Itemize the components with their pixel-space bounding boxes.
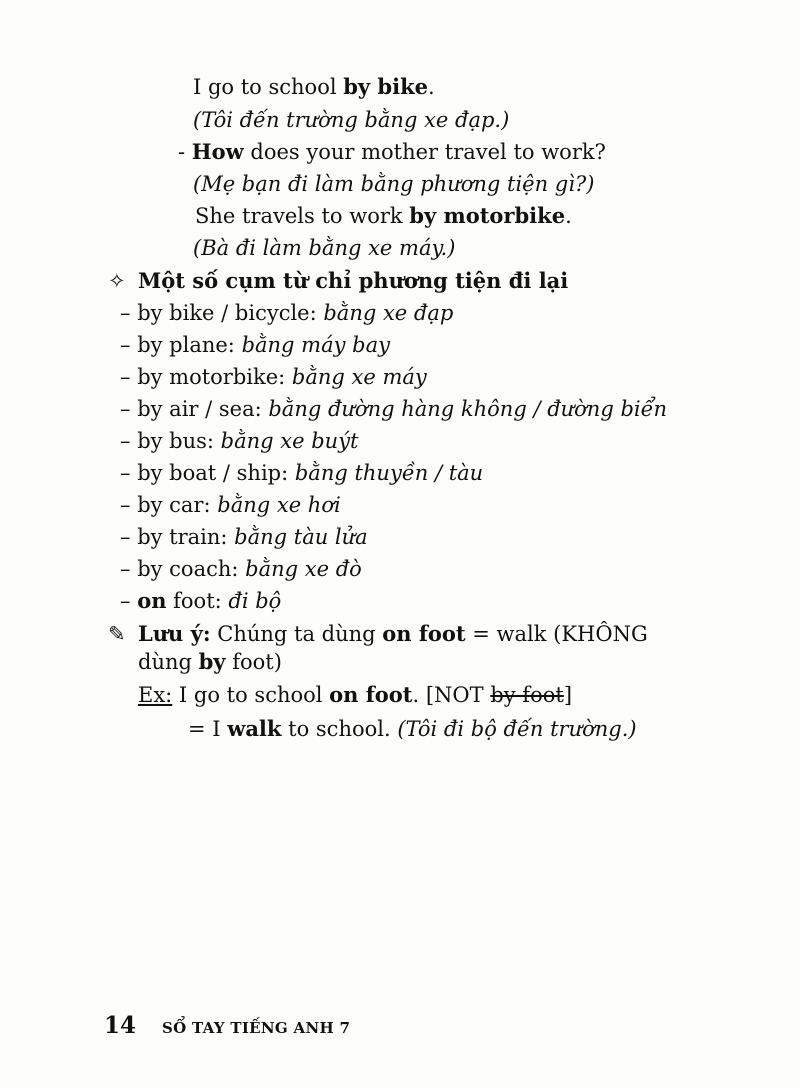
list-item: – by air / sea: bằng đường hàng không / đường biển (120, 397, 668, 421)
list-item: – by plane: bằng máy bay (120, 333, 390, 357)
list-item: – by coach: bằng xe đò (120, 557, 362, 581)
list-item: – by bike / bicycle: bằng xe đạp (120, 301, 454, 325)
list-item: – on foot: đi bộ (120, 588, 282, 613)
example-translation-2: (Mẹ bạn đi làm bằng phương tiện gì?) (193, 172, 595, 196)
list-item: – by train: bằng tàu lửa (120, 525, 368, 549)
example-translation-3: (Bà đi làm bằng xe máy.) (193, 236, 456, 260)
pointing-hand-icon: ✎ (108, 622, 126, 646)
list-item: – by bus: bằng xe buýt (120, 429, 359, 453)
section-heading (108, 267, 568, 295)
page-footer (104, 1012, 350, 1039)
page-number: 14 (104, 1012, 137, 1039)
note-line-2: dùng by foot) (138, 649, 282, 674)
note-example-1: Ex: I go to school on foot. [NOT by foot] (138, 682, 573, 707)
example-label: Ex: (138, 683, 173, 707)
sparkle-icon: ✧ (108, 269, 126, 293)
example-answer: She travels to work by motorbike. (195, 203, 572, 228)
example-question: - How does your mother travel to work? (178, 139, 606, 164)
section-title: Một số cụm từ chỉ phương tiện đi lại (138, 268, 569, 293)
note-line-1: ✎ Lưu ý: Chúng ta dùng on foot = walk (KHÔNG (108, 621, 648, 646)
book-title: SỔ TAY TIẾNG ANH 7 (162, 1019, 351, 1037)
list-item: – by boat / ship: bằng thuyền / tàu (120, 461, 484, 485)
list-item: – by motorbike: bằng xe máy (120, 365, 427, 389)
note-label: Lưu ý: (138, 621, 211, 646)
list-item: – by car: bằng xe hơi (120, 493, 341, 517)
note-example-2: = I walk to school. (Tôi đi bộ đến trường.) (188, 716, 637, 741)
example-line-1: I go to school by bike. (193, 74, 435, 99)
example-translation-1: (Tôi đến trường bằng xe đạp.) (193, 108, 510, 132)
